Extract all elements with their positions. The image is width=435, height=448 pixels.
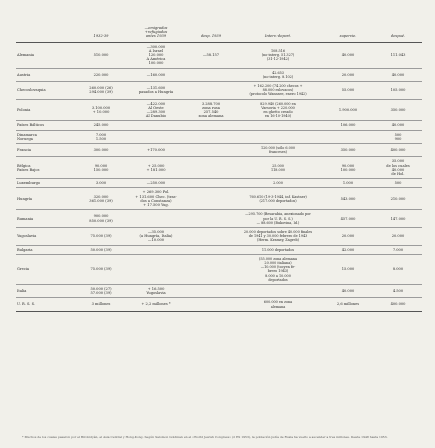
cell-despues: 35.000 de los cuales 40.000 de Hol. [374,157,422,179]
cell-interv [234,121,322,130]
cell-desp1939 [188,298,234,311]
cell-despues: 7.000 [374,245,422,254]
cell-superv: 1.900.000 [322,99,374,121]
cell-y1932: 220.000 [78,68,124,81]
cell-superv: 20.000 [322,68,374,81]
cell-y1932: 75.000 (39) [78,227,124,245]
cell-superv: 90.000 100.000 [322,157,374,179]
cell-emigrated: +170.000 [124,144,188,157]
cell-superv: 15.000 [322,254,374,284]
cell-interv: 600.000 en zona alemana [234,298,322,311]
cell-country: Alemania [16,42,78,68]
cell-despues: 210.000 [374,188,422,210]
table-row [16,254,422,284]
table-row [16,82,422,100]
cell-desp1939 [188,245,234,254]
table-row [16,227,422,245]
cell-country: U. R. S. S. [16,298,78,311]
header-supervivientes: supervie. [322,26,374,42]
table-row [16,42,422,68]
cell-desp1939 [188,254,234,284]
table-row [16,99,422,121]
cell-superv: 20.000 [322,227,374,245]
cell-y1932: 90.000 150.000 [78,157,124,179]
cell-country: Austria [16,68,78,81]
cell-superv: 457.000 [322,210,374,228]
cell-superv: 55.000 [322,82,374,100]
cell-despues: 8.000 [374,254,422,284]
cell-emigrated [124,245,188,254]
cell-interv: + 162.200 (74.200 checos + 88.000 eslovacos) (protocolo Wannsee, enero 1942) [234,82,322,100]
cell-superv: 40.000 [322,42,374,68]
cell-y1932: 245.000 [78,121,124,130]
cell-desp1939: —58.157 [188,42,234,68]
cell-despues: 40.000 [374,68,422,81]
cell-interv: 108.516 (no-interg. 51.327) (31-12-1942) [234,42,322,68]
cell-y1932: 300.000 [78,144,124,157]
cell-emigrated: + 25.000 + 181.000 [124,157,188,179]
cell-interv: 11.000 deportados [234,245,322,254]
cell-country: Rumania [16,210,78,228]
cell-country: Yugoslavia [16,227,78,245]
cell-despues: 147.000 [374,210,422,228]
cell-despues: 20.000 [374,227,422,245]
table-body [16,42,422,311]
header-country [16,26,78,42]
cell-country: Francia [16,144,78,157]
cell-superv: 40.000 [322,284,374,297]
table-row [16,68,422,81]
cell-desp1939 [188,144,234,157]
cell-y1932: 260.000 (26) 294.000 (39) [78,82,124,100]
cell-emigrated: —300.000 A Israel 120.000 A América 100.000 [124,42,188,68]
cell-despues: 4.500 [374,284,422,297]
cell-emigrated: —250.000 [124,179,188,188]
table-row [16,188,422,210]
cell-superv: 350.000 [322,144,374,157]
cell-desp1939 [188,130,234,143]
cell-despues: 40.000 [374,121,422,130]
cell-superv: 106.000 [322,121,374,130]
cell-y1932: 75.000 (39) [78,254,124,284]
cell-despues: 500 [374,179,422,188]
jewish-population-table [16,26,422,312]
cell-y1932: 50.000 (39) [78,245,124,254]
cell-desp1939 [188,179,234,188]
cell-desp1939 [188,157,234,179]
cell-country: Hungría [16,188,78,210]
cell-superv: 2,6 millones [322,298,374,311]
cell-emigrated [124,210,188,228]
cell-interv: 20.000 deportados sobre 40.000 finales de 1941 y 30.000 febrero de 1943 (Herm. Kramey, Zagreb) [234,227,322,245]
cell-desp1939 [188,284,234,297]
cell-despues: 350.000 [374,99,422,121]
cell-desp1939 [188,82,234,100]
cell-emigrated [124,121,188,130]
cell-country: Checoslovaquia [16,82,78,100]
cell-desp1939 [188,121,234,130]
cell-desp1939 [188,68,234,81]
cell-y1932: 510.000 [78,42,124,68]
cell-interv: 120.000 (sólo 6.000 franceses) [234,144,322,157]
cell-desp1939 [188,188,234,210]
cell-despues: 500 900 [374,130,422,143]
cell-country: Países Bálticos [16,121,78,130]
table-row [16,130,422,143]
cell-desp1939 [188,210,234,228]
cell-emigrated [124,254,188,284]
cell-y1932: 50.000 (27) 57.000 (39) [78,284,124,297]
table-row [16,284,422,297]
cell-interv: 42.653 (no-interg. 8.102) [234,68,322,81]
cell-interv: (55.000 zona alemana 20.000 italiana) —10.000 (tocyen fe- brero 1943) 8.000 a 10.000 deportados [234,254,322,284]
cell-country: Italia [16,284,78,297]
cell-superv [322,130,374,143]
cell-y1932: 3.000 [78,179,124,188]
table-row [16,298,422,311]
table-row [16,210,422,228]
cell-interv [234,284,322,297]
table-header-row [16,26,422,42]
header-desp-1939: desp. 1939 [188,26,234,42]
cell-interv: 829.940 (260.000 en Varsovia + 220.000 en ghetto creado en 16-10-1940) [234,99,322,121]
cell-emigrated [124,130,188,143]
cell-emigrated: —131.600 pasados a Hungría [124,82,188,100]
cell-desp1939: 3.288.700 zona rusa 257.540 zona alemana [188,99,234,121]
cell-y1932: 3 millones [78,298,124,311]
table-row [16,157,422,179]
cell-despues: 400.000 [374,298,422,311]
cell-country: Grecia [16,254,78,284]
cell-emigrated: + 269.300 Pol. + 131.600 Chec. (tras- dos a Constanza) + 17.500 Yug. [124,188,188,210]
table-row [16,144,422,157]
footnote: * Muchos de los cuales pasaron por el Birobidyán, el Asia Central y Hong-Kong. Según Salomon Goldman en el «World Jewish Congress» (2 EX 1953), la población judía de Rusia ha vuelto a ascender a tres millones. Desde 1948 hasta 1953. [22,435,388,439]
cell-interv: 2.000 [234,179,322,188]
header-1932-39: 1932-39 [78,26,124,42]
cell-despues: 105.000 [374,82,422,100]
cell-interv: 760.610 (19-3-1944, inf. Kastner) (217.000 deportados) [234,188,322,210]
cell-superv: 1.000 [322,179,374,188]
header-despues: despué. [374,26,422,42]
cell-y1932: 900.000 850.000 (39) [78,210,124,228]
cell-interv [234,130,322,143]
cell-country: Dinamarca Noruega [16,130,78,143]
cell-interv: 25.000 118.000 [234,157,322,179]
cell-emigrated: + 16.500 Yugoslavia [124,284,188,297]
cell-superv: 42.000 [322,245,374,254]
cell-emigrated: + 2,2 millones * [124,298,188,311]
cell-emigrated: —422.000 Al Oeste —289.300 Al Danubio [124,99,188,121]
cell-desp1939 [188,227,234,245]
cell-country: Luxemburgo [16,179,78,188]
cell-emigrated: —160.000 [124,68,188,81]
cell-y1932: 320.000 361.000 (39) [78,188,124,210]
cell-emigrated: —35.000 (a Hungría, Italia) —10.000 [124,227,188,245]
cell-despues: 111.043 [374,42,422,68]
cell-country: Bélgica Países Bajos [16,157,78,179]
cell-superv: 543.000 [322,188,374,210]
table-row [16,245,422,254]
header-interv-deport: Interv.-deport. [234,26,322,42]
header-emigrated: —emigrados +refugiados antes 1939 [124,26,188,42]
cell-y1932: 3.100.000 + 10.000 [78,99,124,121]
cell-y1932: 7.000 1.500 [78,130,124,143]
table-row [16,121,422,130]
table-row [16,179,422,188]
cell-interv: —295.700 (Besarabia, anexionado por por la U. R. S. S.) — 88.600 (Bukovina, Id.) [234,210,322,228]
cell-despues: 400.000 [374,144,422,157]
cell-country: Polonia [16,99,78,121]
cell-country: Bulgaria [16,245,78,254]
